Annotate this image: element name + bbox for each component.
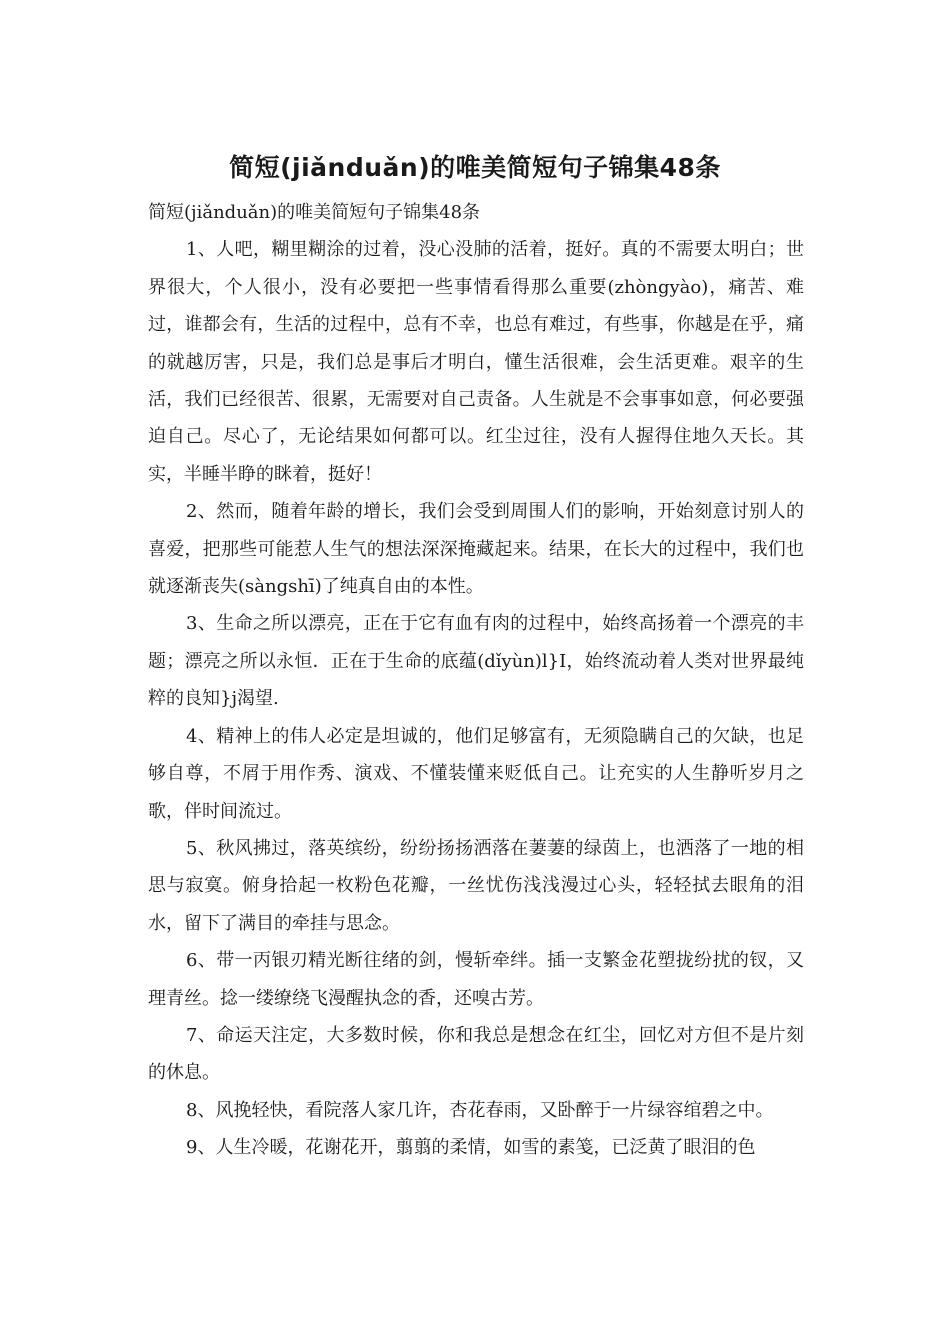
paragraph-8: 8、风挽轻快，看院落人家几许，杏花春雨，又卧醉于一片绿容绾碧之中。 [186, 1099, 774, 1121]
document-body [148, 194, 804, 1167]
paragraph-1: 1、人吧，糊里糊涂的过着，没心没肺的活着，挺好。真的不需要太明白；世界很大，个人很小，没有必要把一些事情看得那么重要(zhòngyào)，痛苦、难过，谁都会有，生活的过程中，总有不幸，也总有难过，有些事，你越是在乎，痛的就越厉害，只是，我们总是事后才明白，懂生活很难，会生活更难。艰辛的生活，我们已经很苦、很累，无需要对自己责备。人生就是不会事事如意，何必要强迫自己。尽心了，无论结果如何都可以。红尘过往，没有人握得住地久天长。其实，半睡半睁的眯着，挺好！ [148, 239, 804, 485]
document-title: 简短(jiǎnduǎn)的唯美简短句子锦集48条 [229, 153, 721, 182]
document-subtitle: 简短(jiǎnduǎn)的唯美简短句子锦集48条 [148, 202, 481, 223]
paragraph-3: 3、生命之所以漂亮，正在于它有血有肉的过程中，始终高扬着一个漂亮的丰题；漂亮之所以永恒．正在于生命的底蕴(dǐyùn)l}I，始终流动着人类对世界最纯粹的良知}j渴望. [148, 613, 804, 710]
paragraph-2: 2、然而，随着年龄的增长，我们会受到周围人们的影响，开始刻意讨别人的喜爱，把那些可能惹人生气的想法深深掩藏起来。结果，在长大的过程中，我们也就逐渐丧失(sàngshī)了纯真自由的本性。 [148, 501, 804, 598]
paragraph-4: 4、精神上的伟人必定是坦诚的，他们足够富有，无须隐瞒自己的欠缺，也足够自尊，不屑于用作秀、演戏、不懂装懂来贬低自己。让充实的人生静听岁月之歌，伴时间流过。 [148, 725, 804, 822]
paragraph-7: 7、命运天注定，大多数时候，你和我总是想念在红尘，回忆对方但不是片刻的休息。 [148, 1024, 804, 1084]
paragraph-6: 6、带一丙银刃精光断往绪的剑，慢斩牵绊。插一支繁金花塑拢纷扰的钗，又理青丝。捻一缕缭绕飞漫醒执念的香，还嗅古芳。 [148, 950, 804, 1009]
paragraph-5: 5、秋风拂过，落英缤纷，纷纷扬扬洒落在萋萋的绿茵上，也洒落了一地的相思与寂寞。俯身拾起一枚粉色花瓣，一丝忧伤浅浅漫过心头，轻轻拭去眼角的泪水，留下了满目的牵挂与思念。 [148, 837, 804, 934]
paragraph-9: 9、人生冷暖，花谢花开，翦翦的柔情，如雪的素笺，已泛黄了眼泪的色 [186, 1137, 756, 1159]
